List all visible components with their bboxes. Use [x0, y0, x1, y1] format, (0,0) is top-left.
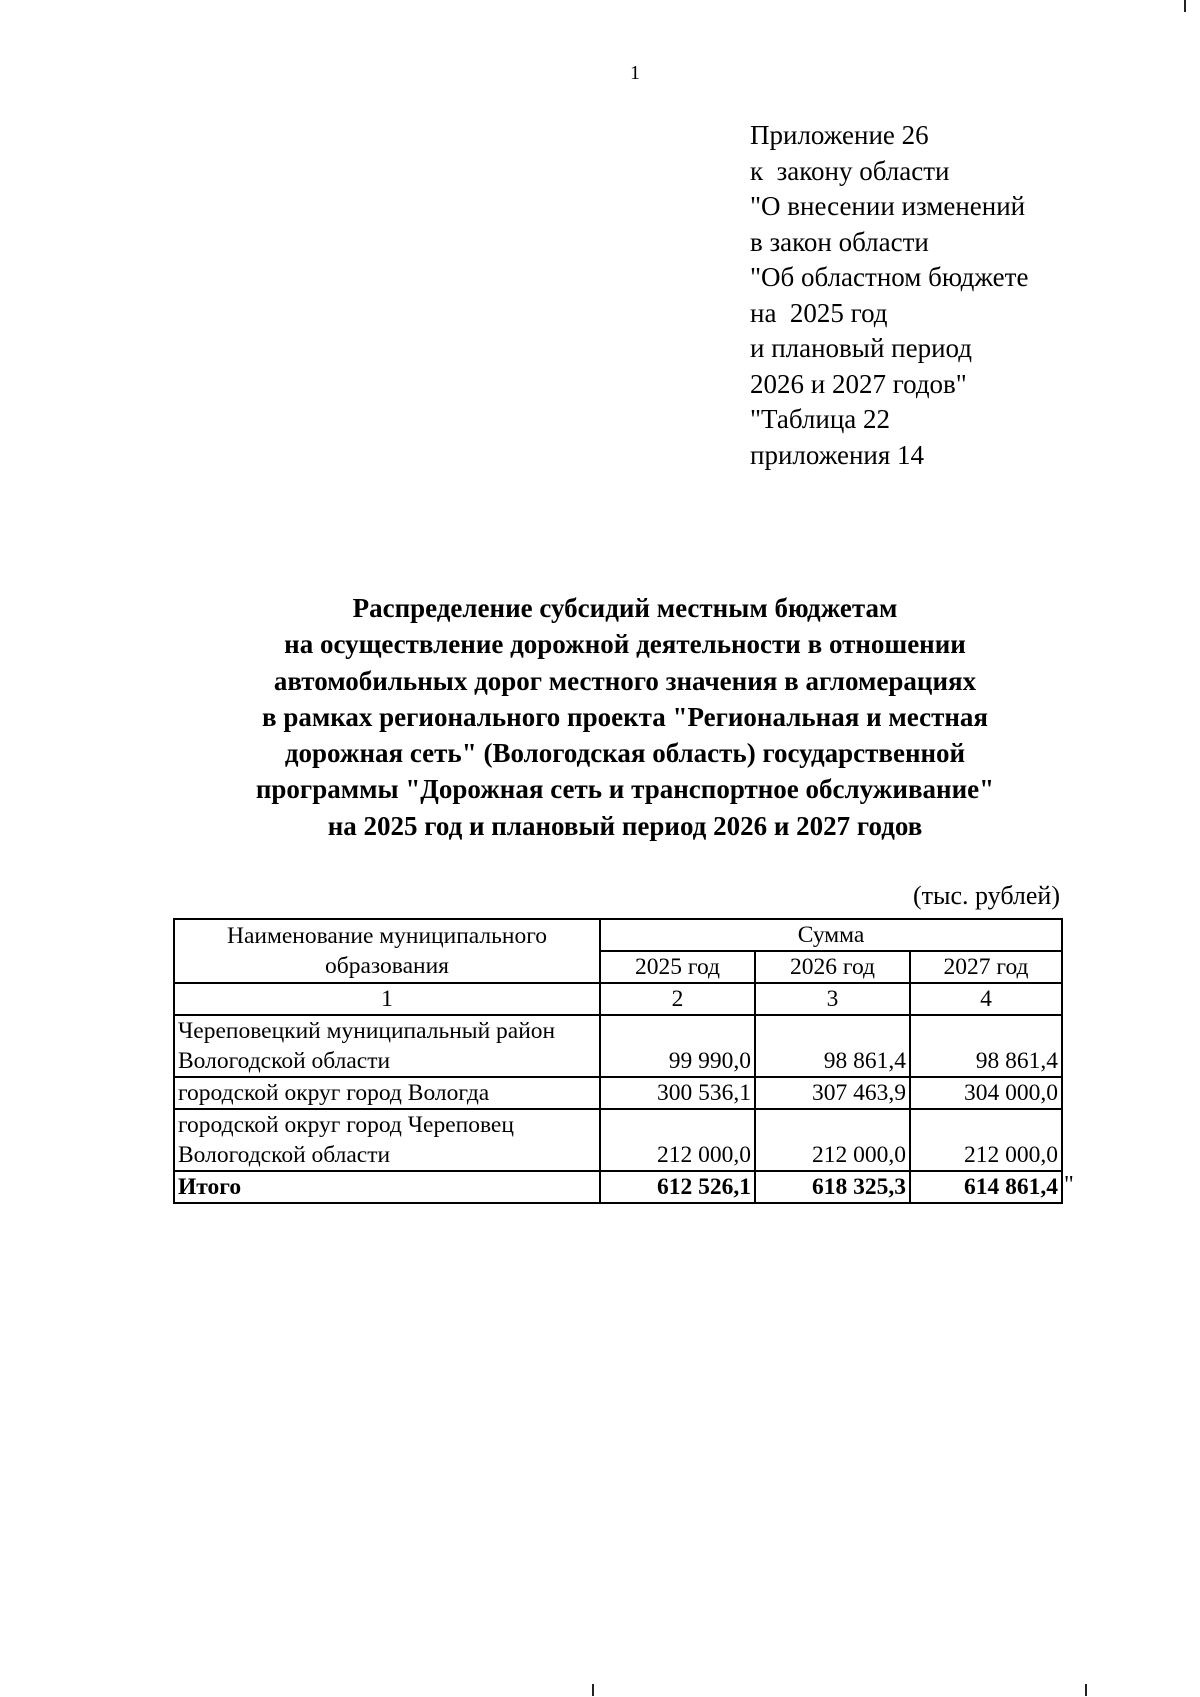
- column-number: 1: [174, 983, 600, 1015]
- title-line: на осуществление дорожной деятельности в отношении: [284, 629, 966, 660]
- table-row: [174, 1015, 1062, 1077]
- appendix-line: и плановый период: [750, 333, 972, 363]
- title-line: дорожная сеть" (Вологодская область) государственной: [284, 738, 966, 769]
- municipality-name-line: Вологодской области: [178, 1048, 391, 1074]
- appendix-line: Приложение 26: [750, 120, 929, 150]
- total-2025: 612 526,1: [600, 1171, 755, 1203]
- total-2027: 614 861,4: [910, 1171, 1062, 1203]
- document-title: [150, 590, 1100, 844]
- column-number: 3: [755, 983, 910, 1015]
- title-line: на 2025 год и плановый период 2026 и 2027 годов: [327, 810, 923, 841]
- units-label: (тыс. рублей): [912, 881, 1060, 910]
- appendix-line: приложения 14: [750, 439, 925, 470]
- title-line: программы "Дорожная сеть и транспортное обслуживание": [255, 774, 995, 805]
- municipality-name-line: городской округ город Череповец: [178, 1112, 514, 1138]
- header-name-column: Наименование муниципального образования: [174, 919, 600, 983]
- subsidies-table: [173, 918, 1063, 1204]
- value-2025: 300 536,1: [600, 1077, 755, 1109]
- table-total-row: [174, 1171, 1062, 1203]
- value-2026: 98 861,4: [755, 1015, 910, 1077]
- header-year-2026: 2026 год: [755, 951, 910, 983]
- total-label: Итого: [174, 1171, 600, 1203]
- header-year-2025: 2025 год: [600, 951, 755, 983]
- total-2026: 618 325,3: [755, 1171, 910, 1203]
- scan-artifact: [592, 1684, 594, 1696]
- title-line: автомобильных дорог местного значения в агломерациях: [273, 665, 977, 696]
- value-2026: 212 000,0: [755, 1109, 910, 1171]
- municipality-name-line: Вологодской области: [178, 1142, 391, 1168]
- value-2027: 212 000,0: [910, 1109, 1062, 1171]
- municipality-name-line: Череповецкий муниципальный район: [178, 1018, 556, 1044]
- header-year-2027: 2027 год: [910, 951, 1062, 983]
- value-2027: 304 000,0: [910, 1077, 1062, 1109]
- column-number: 2: [600, 983, 755, 1015]
- table-header-row: [174, 919, 1062, 951]
- page-number: 1: [630, 62, 640, 84]
- appendix-reference: [750, 118, 1028, 473]
- value-2025: 212 000,0: [600, 1109, 755, 1171]
- appendix-line: в закон области: [750, 226, 929, 257]
- table-row: [174, 1077, 1062, 1109]
- appendix-line: "Таблица 22: [750, 404, 890, 434]
- municipality-name: [174, 1015, 600, 1077]
- table-row: [174, 1109, 1062, 1171]
- municipality-name: городской округ город Вологда: [174, 1077, 600, 1109]
- column-number: 4: [910, 983, 1062, 1015]
- table-column-numbers-row: [174, 983, 1062, 1015]
- value-2026: 307 463,9: [755, 1077, 910, 1109]
- value-2025: 99 990,0: [600, 1015, 755, 1077]
- scan-artifact: [1085, 1684, 1087, 1696]
- municipality-name: [174, 1109, 600, 1171]
- closing-quote: ": [1064, 1172, 1074, 1198]
- title-line: Распределение субсидий местным бюджетам: [352, 593, 898, 623]
- appendix-line: "О внесении изменений: [750, 191, 1026, 221]
- appendix-line: на 2025 год: [750, 297, 888, 328]
- appendix-line: 2026 и 2027 годов": [750, 368, 967, 399]
- appendix-line: "Об областном бюджете: [750, 262, 1029, 292]
- scan-artifact: [1184, 0, 1186, 12]
- header-sum-column: Сумма: [600, 919, 1062, 951]
- value-2027: 98 861,4: [910, 1015, 1062, 1077]
- title-line: в рамках регионального проекта "Региональная и местная: [261, 701, 988, 732]
- appendix-line: к закону области: [750, 155, 950, 186]
